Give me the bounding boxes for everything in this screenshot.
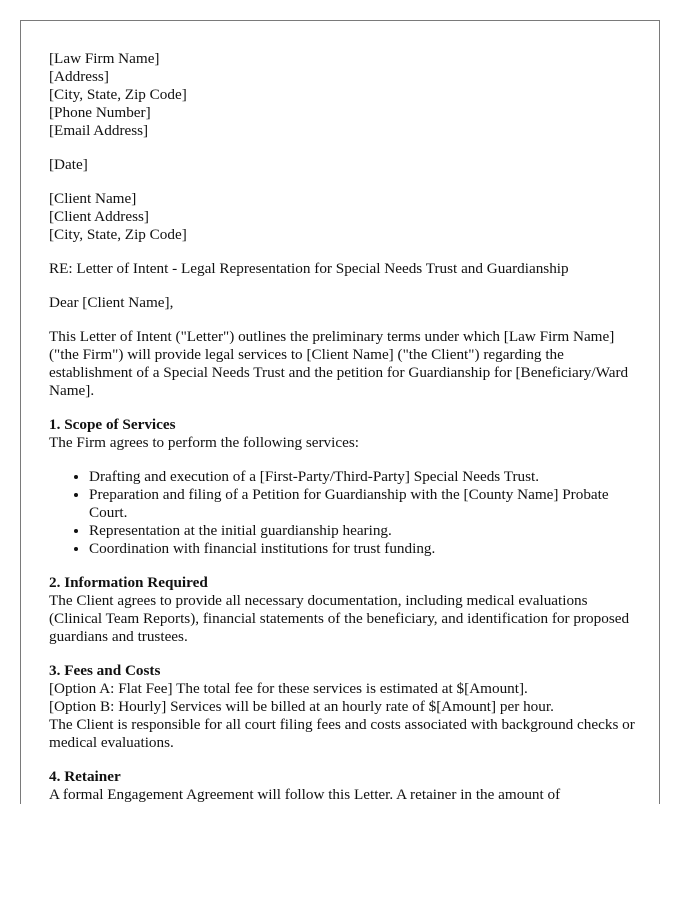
- recipient-block: [49, 190, 639, 244]
- section-heading: 4. Retainer: [49, 768, 121, 785]
- fee-line: The Client is responsible for all court filing fees and costs associated with background checks or medical evaluations.: [49, 716, 635, 751]
- section-heading: 3. Fees and Costs: [49, 662, 161, 679]
- sender-address: [Address]: [49, 68, 109, 85]
- section-scope: [49, 416, 639, 558]
- sender-email: [Email Address]: [49, 122, 149, 139]
- section-heading: 2. Information Required: [49, 574, 208, 591]
- section-heading: 1. Scope of Services: [49, 416, 176, 433]
- fee-line: [Option B: Hourly] Services will be billed at an hourly rate of $[Amount] per hour.: [49, 698, 554, 715]
- intro-paragraph: This Letter of Intent ("Letter") outlines the preliminary terms under which [Law Firm Name] ("the Firm") will provide legal services to [Client Name] ("the Client") regarding the establishment of a Special Needs Trust and the petition for Guardianship for [Beneficiary/Ward Name].: [49, 328, 629, 399]
- section-body: A formal Engagement Agreement will follow this Letter. A retainer in the amount of: [49, 786, 561, 803]
- sender-block: [49, 50, 639, 140]
- recipient-address: [Client Address]: [49, 208, 149, 225]
- letter-content: [49, 50, 639, 804]
- list-item: • Coordination with financial institutions for trust funding.: [89, 540, 639, 558]
- section-lead: The Firm agrees to perform the following services:: [49, 434, 359, 451]
- list-item: • Preparation and filing of a Petition for Guardianship with the [County Name] Probate Court.: [89, 486, 639, 522]
- section-retainer: [49, 768, 639, 804]
- sender-city-state-zip: [City, State, Zip Code]: [49, 86, 187, 103]
- letter-page: [20, 20, 660, 804]
- list-item: • Drafting and execution of a [First-Party/Third-Party] Special Needs Trust.: [89, 468, 639, 486]
- section-body: The Client agrees to provide all necessary documentation, including medical evaluations (Clinical Team Reports), financial statements of the beneficiary, and identification for proposed guardians and trustees.: [49, 592, 630, 645]
- fee-line: [Option A: Flat Fee] The total fee for these services is estimated at $[Amount].: [49, 680, 528, 697]
- recipient-city-state-zip: [City, State, Zip Code]: [49, 226, 187, 243]
- salutation: Dear [Client Name],: [49, 294, 174, 311]
- section-fees: [49, 662, 639, 752]
- list-item: • Representation at the initial guardianship hearing.: [89, 522, 639, 540]
- sender-phone: [Phone Number]: [49, 104, 151, 121]
- services-list: [49, 468, 639, 558]
- letter-date: [Date]: [49, 156, 88, 173]
- sender-firm-name: [Law Firm Name]: [49, 50, 160, 67]
- subject-line: RE: Letter of Intent - Legal Representation for Special Needs Trust and Guardianship: [49, 260, 569, 277]
- recipient-name: [Client Name]: [49, 190, 137, 207]
- date-block: [49, 156, 639, 174]
- section-information: [49, 574, 639, 646]
